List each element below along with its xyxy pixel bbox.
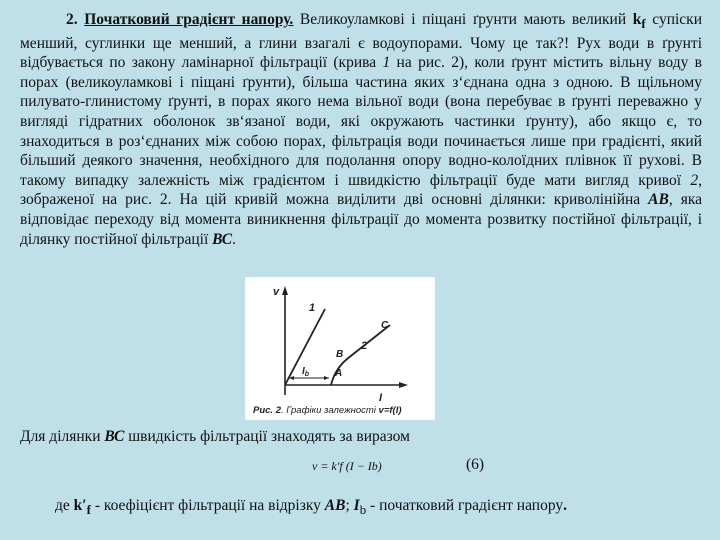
- figure-caption: [253, 405, 402, 416]
- section-number: 2.: [66, 11, 78, 28]
- line3-text: де: [55, 497, 74, 514]
- final-dot: .: [563, 497, 567, 514]
- curve-1-ref: 1: [382, 54, 391, 72]
- caption-text: . Графіки залежності: [281, 405, 379, 416]
- label-ib-main: I: [302, 366, 305, 377]
- line2-text: швидкість фільтрації знаходять за виразом: [124, 428, 410, 445]
- label-ib: [302, 366, 310, 378]
- segment-bc: ВС: [104, 428, 125, 445]
- figure-graph: [245, 277, 435, 420]
- graph-svg: [245, 277, 435, 420]
- k-subscript: f: [641, 16, 646, 32]
- label-c: C: [381, 320, 389, 331]
- label-ib-sub: b: [304, 371, 310, 378]
- line3-text: - початковий градієнт напору: [366, 497, 564, 514]
- segment-bc: ВС: [212, 230, 233, 248]
- section-heading: Початковий градієнт напору.: [84, 11, 294, 28]
- curve-2-ref: 2: [690, 171, 699, 189]
- para-text: Великоуламкові і піщані ґрунти мають великий: [293, 11, 633, 28]
- segment-ab: АВ: [648, 191, 669, 209]
- v-axis-label: v: [273, 286, 280, 298]
- i-axis-arrow: [399, 382, 408, 388]
- main-paragraph: [20, 10, 702, 249]
- label-a: A: [335, 368, 343, 379]
- para-text: .: [232, 230, 236, 248]
- k-prime-symbol: k′: [73, 497, 87, 514]
- formula: v = k′f (I − Ib): [312, 459, 382, 473]
- label-b: B: [336, 349, 344, 360]
- line3-text: ;: [345, 497, 354, 514]
- definitions-line: [55, 497, 567, 518]
- ib-symbol: I: [353, 497, 360, 514]
- para-text: на рис. 2), коли ґрунт містить вільну воду в порах (великоуламкові і піщані ґрунти), більша частина яких з‘єднана одна з одною. В щільному пилувато-глинистому ґрунті, в порах якого нема вільної води (вона перебуває в ґрунті переважно у вигляді гідратних оболонок зв‘язаної води, які окружають частинки ґрунту), або якщо є, то знаходиться в роз‘єднаних між собою порах, фільтрація води починається лише при градієнті, який більший деякого значення, необхідного для подолання опору водно-колоїдних плівнок її рухові. В такому випадку залежність між градієнтом і швидкістю фільтрації буде мати вигляд кривої: [20, 54, 702, 189]
- label-curve-2: 2: [361, 340, 368, 352]
- caption-prefix: Рис. 2: [253, 405, 281, 416]
- line2-text: Для ділянки: [20, 428, 105, 445]
- k-prime-subscript: f: [86, 502, 91, 518]
- ib-arrow-right: [324, 376, 329, 380]
- para-text: , зображеної на рис. 2. На цій кривій можна виділити дві основні ділянки: криволінійна: [20, 171, 702, 209]
- ib-subscript: b: [359, 502, 367, 518]
- equation-number: (6): [466, 456, 485, 473]
- caption-formula: v=f(I): [378, 405, 402, 416]
- formula-intro: [20, 428, 410, 446]
- label-curve-1: 1: [309, 302, 316, 314]
- para-text: , яка відповідає переходу від момента виникнення фільтрації до момента розвитку постійної фільтрації, і ділянку постійної фільтрації: [20, 191, 702, 248]
- i-axis-label: I: [379, 392, 383, 404]
- k-symbol: k: [632, 11, 642, 28]
- para-text: супіски менший, суглинки ще менший, а глини взагалі є водоупорами. Чому це так?! Рух води в ґрунті відбувається по закону ламінарної фільтрації (крива: [20, 11, 703, 72]
- v-axis-arrow: [282, 286, 288, 295]
- line3-text: - коефіцієнт фільтрації на відрізку: [90, 497, 325, 514]
- segment-ab: АВ: [324, 497, 346, 514]
